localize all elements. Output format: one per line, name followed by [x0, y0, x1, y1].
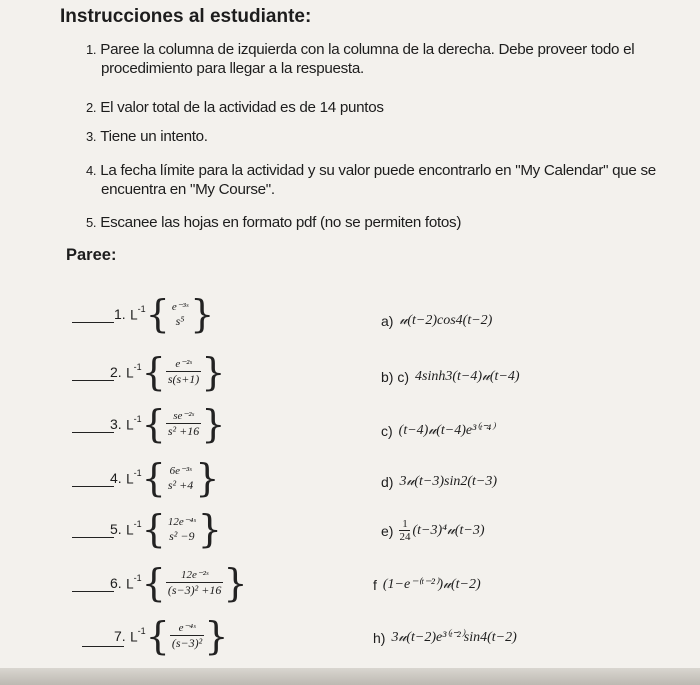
left-brace: {: [145, 292, 170, 336]
right-brace: }: [223, 561, 248, 605]
answer-b: b) c) 4sinh3(t−4)𝓊(t−4): [381, 369, 520, 385]
left-brace: {: [141, 561, 166, 605]
right-brace: }: [201, 350, 226, 394]
answer-e: e) 1 24 (t−3)⁴𝓊(t−3): [381, 518, 485, 543]
left-brace: {: [141, 507, 166, 551]
laplace-fraction: $\frac{\text{e⁻²ˢ}}{s(s+1)}$: [167, 358, 200, 386]
problem-3: 3. $L^{-1}$ { $\frac{\text{se⁻²ˢ}}{\text{s² +16}}$ }: [110, 402, 226, 446]
problem-1: 1. $L^{-1}$ { e⁻³ˢ s⁵ }: [114, 292, 215, 336]
right-brace: }: [190, 292, 215, 336]
left-brace: {: [145, 614, 170, 658]
laplace-fraction: $\frac{\text{e⁻⁴ˢ}}{\text{(s−3)²}}$: [171, 622, 203, 650]
left-brace: {: [141, 402, 166, 446]
instruction-2: 2. El valor total de la actividad es de 14 puntos: [86, 99, 384, 116]
answer-h: h) 3𝓊(t−2)e³⁽ᵗ⁻²⁾sin4(t−2): [373, 630, 517, 646]
problem-4: 4. $L^{-1}$ { 6e⁻³ˢ s² +4 }: [110, 456, 220, 500]
answer-blank-6[interactable]: [72, 591, 114, 592]
right-brace: }: [195, 456, 220, 500]
instruction-5: 5. Escanee las hojas en formato pdf (no se permiten fotos): [86, 214, 462, 231]
right-brace: }: [197, 507, 222, 551]
laplace-fraction: $\frac{\text{se⁻²ˢ}}{\text{s² +16}}$: [167, 410, 200, 438]
answer-blank-5[interactable]: [72, 537, 114, 538]
right-brace: }: [201, 402, 226, 446]
answer-blank-3[interactable]: [72, 432, 114, 433]
laplace-fraction: $\frac{\text{12e⁻²ˢ}}{\text{(s−3)² +16}}$: [167, 569, 222, 597]
answer-d: d) 3𝓊(t−3)sin2(t−3): [381, 474, 498, 490]
left-brace: {: [141, 350, 166, 394]
instruction-3: 3. Tiene un intento.: [86, 128, 208, 145]
answer-e-fraction: 1 24: [399, 518, 411, 543]
problem-6: 6. $L^{-1}$ { $\frac{\text{12e⁻²ˢ}}{\text{(s−3)² +16}}$ }: [110, 561, 248, 605]
problem-2: 2. $L^{-1}$ { $\frac{\text{e⁻²ˢ}}{s(s+1)}$ }: [110, 350, 226, 394]
problem-5: 5. $L^{-1}$ { 12e⁻⁴ˢ s² −9 }: [110, 507, 222, 551]
page-bottom-edge: [0, 668, 700, 685]
answer-c: c) (t−4)𝓊(t−4)e³⁽ᵗ⁻⁴⁾: [381, 423, 495, 439]
laplace-fraction: 6e⁻³ˢ s² +4: [167, 464, 194, 492]
right-brace: }: [204, 614, 229, 658]
problem-7: 7. $L^{-1}$ { $\frac{\text{e⁻⁴ˢ}}{\text{(s−3)²}}$ }: [114, 614, 229, 658]
answer-a: a) 𝓊(t−2)cos4(t−2): [381, 313, 493, 329]
paree-label: Paree:: [66, 246, 117, 264]
laplace-fraction: e⁻³ˢ s⁵: [171, 300, 189, 328]
left-brace: {: [141, 456, 166, 500]
instructions-title: Instrucciones al estudiante:: [60, 6, 312, 27]
answer-blank-1[interactable]: [72, 322, 114, 323]
answer-blank-2[interactable]: [72, 380, 114, 381]
laplace-fraction: 12e⁻⁴ˢ s² −9: [167, 515, 196, 543]
answer-f: f (1−e⁻⁽ᵗ⁻²⁾)𝓊(t−2): [373, 576, 481, 593]
answer-blank-4[interactable]: [72, 486, 114, 487]
instruction-4: 4. La fecha límite para la actividad y su valor puede encontrarlo en "My Calendar" que se encuentra en "My Course".: [86, 162, 656, 198]
instruction-1: 1. Paree la columna de izquierda con la columna de la derecha. Debe proveer todo el procedimiento para llegar a la respuesta.: [86, 41, 635, 77]
